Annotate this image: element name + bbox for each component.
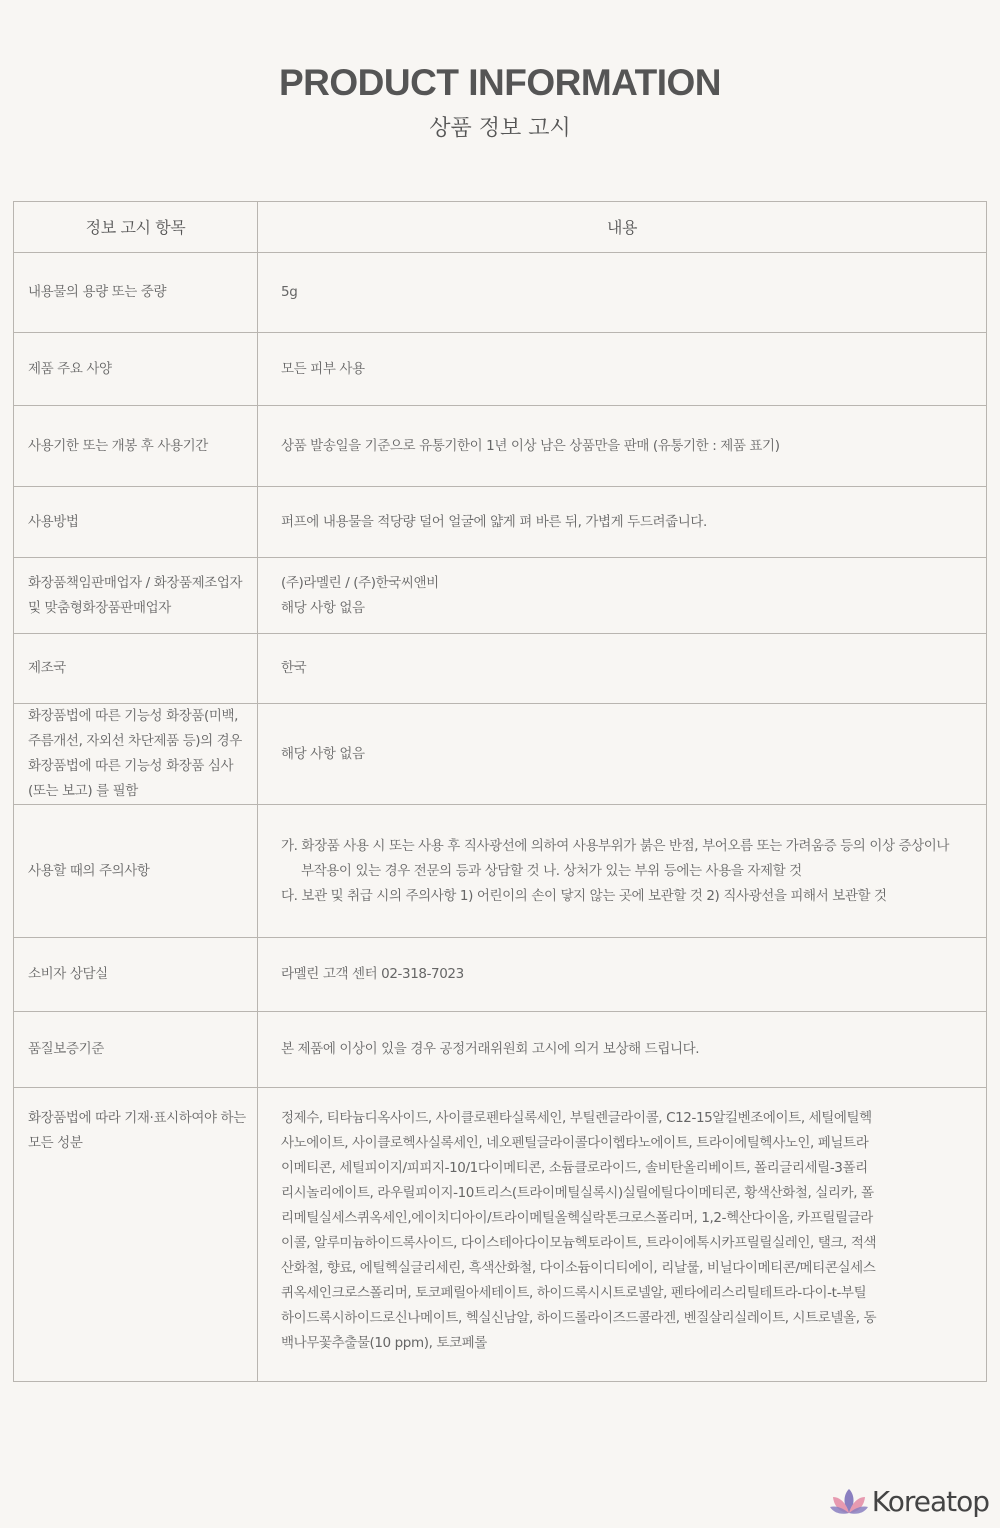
table-row bbox=[14, 558, 987, 634]
row-label-contact: 소비자 상담실 bbox=[14, 938, 258, 1012]
table-row bbox=[14, 406, 987, 487]
label-line: 화장품법에 따른 기능성 화장품 심사 bbox=[28, 758, 234, 774]
lotus-icon bbox=[829, 1487, 869, 1517]
row-value-functional: 해당 사항 없음 bbox=[258, 704, 987, 805]
value-line: 백나무꽃추출물(10 ppm), 토코페롤 bbox=[281, 1335, 487, 1351]
column-header-content: 내용 bbox=[258, 202, 987, 253]
table-row bbox=[14, 634, 987, 704]
value-line: 다. 보관 및 취급 시의 주의사항 1) 어린이의 손이 닿지 않는 곳에 보관할 것 2) 직사광선을 피해서 보관할 것 bbox=[281, 887, 887, 904]
label-line: 모든 성분 bbox=[28, 1135, 83, 1151]
column-header-item: 정보 고시 항목 bbox=[14, 202, 258, 253]
row-label-country: 제조국 bbox=[14, 634, 258, 704]
value-line: 리시놀리에이트, 라우릴피이지-10트리스(트라이메틸실록시)실릴에틸다이메티콘, 황색산화철, 실리카, 폴 bbox=[281, 1185, 874, 1201]
row-value-manufacturer bbox=[258, 558, 987, 634]
row-value-volume: 5g bbox=[258, 253, 987, 333]
row-label-manufacturer bbox=[14, 558, 258, 634]
page-subtitle: 상품 정보 고시 bbox=[429, 116, 571, 141]
value-line: 부작용이 있는 경우 전문의 등과 상담할 것 나. 상처가 있는 부위 등에는 사용을 자제할 것 bbox=[301, 862, 802, 879]
row-label-spec: 제품 주요 사양 bbox=[14, 333, 258, 406]
row-label-volume: 내용물의 용량 또는 중량 bbox=[14, 253, 258, 333]
label-line: 화장품법에 따라 기재·표시하여야 하는 bbox=[28, 1110, 246, 1126]
value-line: 사노에이트, 사이클로헥사실록세인, 네오펜틸글라이콜다이헵타노에이트, 트라이에틸헥사노인, 페닐트라 bbox=[281, 1135, 869, 1151]
table-row bbox=[14, 333, 987, 406]
row-value-expiry: 상품 발송일을 기준으로 유통기한이 1년 이상 남은 상품만을 판매 (유통기한 : 제품 표기) bbox=[258, 406, 987, 487]
row-label-warranty: 품질보증기준 bbox=[14, 1012, 258, 1088]
label-line: 화장품책임판매업자 / 화장품제조업자 bbox=[28, 574, 243, 591]
table-row bbox=[14, 938, 987, 1012]
row-label-ingredients bbox=[14, 1088, 258, 1382]
table-row bbox=[14, 253, 987, 333]
row-label-expiry: 사용기한 또는 개봉 후 사용기간 bbox=[14, 406, 258, 487]
page-header bbox=[0, 60, 1000, 144]
row-value-usage: 퍼프에 내용물을 적당량 덜어 얼굴에 얇게 펴 바른 뒤, 가볍게 두드려줍니다. bbox=[258, 487, 987, 558]
value-line: 산화철, 향료, 에틸헥실글리세린, 흑색산화철, 다이소듐이디티에이, 리날룰, 비닐다이메티콘/메티콘실세스 bbox=[281, 1260, 876, 1276]
row-label-usage: 사용방법 bbox=[14, 487, 258, 558]
page-title: PRODUCT INFORMATION bbox=[279, 62, 721, 103]
value-line: 하이드록시하이드로신나메이트, 헥실신남알, 하이드롤라이즈드콜라겐, 벤질살리실레이트, 시트로넬올, 동 bbox=[281, 1310, 877, 1326]
koreatop-logo bbox=[829, 1484, 989, 1520]
value-line: 해당 사항 없음 bbox=[281, 599, 365, 616]
label-line: 주름개선, 자외선 차단제품 등)의 경우 bbox=[28, 733, 242, 749]
table-row bbox=[14, 487, 987, 558]
value-line: 이메티콘, 세틸피이지/피피지-10/1다이메티콘, 소듐클로라이드, 솔비탄올리베이트, 폴리글리세릴-3폴리 bbox=[281, 1160, 868, 1176]
label-line: 화장품법에 따른 기능성 화장품(미백, bbox=[28, 708, 239, 724]
table-row bbox=[14, 805, 987, 938]
value-line: (주)라멜린 / (주)한국씨앤비 bbox=[281, 574, 439, 591]
table-row bbox=[14, 1012, 987, 1088]
logo-text: Koreatop bbox=[871, 1485, 989, 1518]
row-value-country: 한국 bbox=[258, 634, 987, 704]
table-header-row bbox=[14, 202, 987, 253]
label-line: (또는 보고) 를 필함 bbox=[28, 783, 138, 799]
value-line: 가. 화장품 사용 시 또는 사용 후 직사광선에 의하여 사용부위가 붉은 반점, 부어오름 또는 가려움증 등의 이상 증상이나 bbox=[281, 837, 950, 854]
value-line: 퀴옥세인크로스폴리머, 토코페릴아세테이트, 하이드록시시트로넬알, 펜타에리스리틸테트라-다이-t-부틸 bbox=[281, 1285, 867, 1301]
row-value-precautions bbox=[258, 805, 987, 938]
value-line: 정제수, 티타늄디옥사이드, 사이클로펜타실록세인, 부틸렌글라이콜, C12-15알킬벤조에이트, 세틸에틸헥 bbox=[281, 1110, 872, 1126]
row-value-spec: 모든 피부 사용 bbox=[258, 333, 987, 406]
table-row bbox=[14, 704, 987, 805]
row-label-functional bbox=[14, 704, 258, 805]
value-line: 이콜, 알루미늄하이드록사이드, 다이스테아다이모늄헥토라이트, 트라이에톡시카프릴릴실레인, 탤크, 적색 bbox=[281, 1235, 877, 1251]
value-line: 리메틸실세스퀴옥세인,에이치디아이/트라이메틸올헥실락톤크로스폴리머, 1,2-헥산다이올, 카프릴릴글라 bbox=[281, 1210, 873, 1226]
product-info-table bbox=[13, 201, 987, 1382]
row-label-precautions: 사용할 때의 주의사항 bbox=[14, 805, 258, 938]
label-line: 및 맞춤형화장품판매업자 bbox=[28, 599, 171, 616]
table-row bbox=[14, 1088, 987, 1382]
row-value-ingredients bbox=[258, 1088, 987, 1382]
row-value-warranty: 본 제품에 이상이 있을 경우 공정거래위원회 고시에 의거 보상해 드립니다. bbox=[258, 1012, 987, 1088]
row-value-contact: 라멜린 고객 센터 02-318-7023 bbox=[258, 938, 987, 1012]
